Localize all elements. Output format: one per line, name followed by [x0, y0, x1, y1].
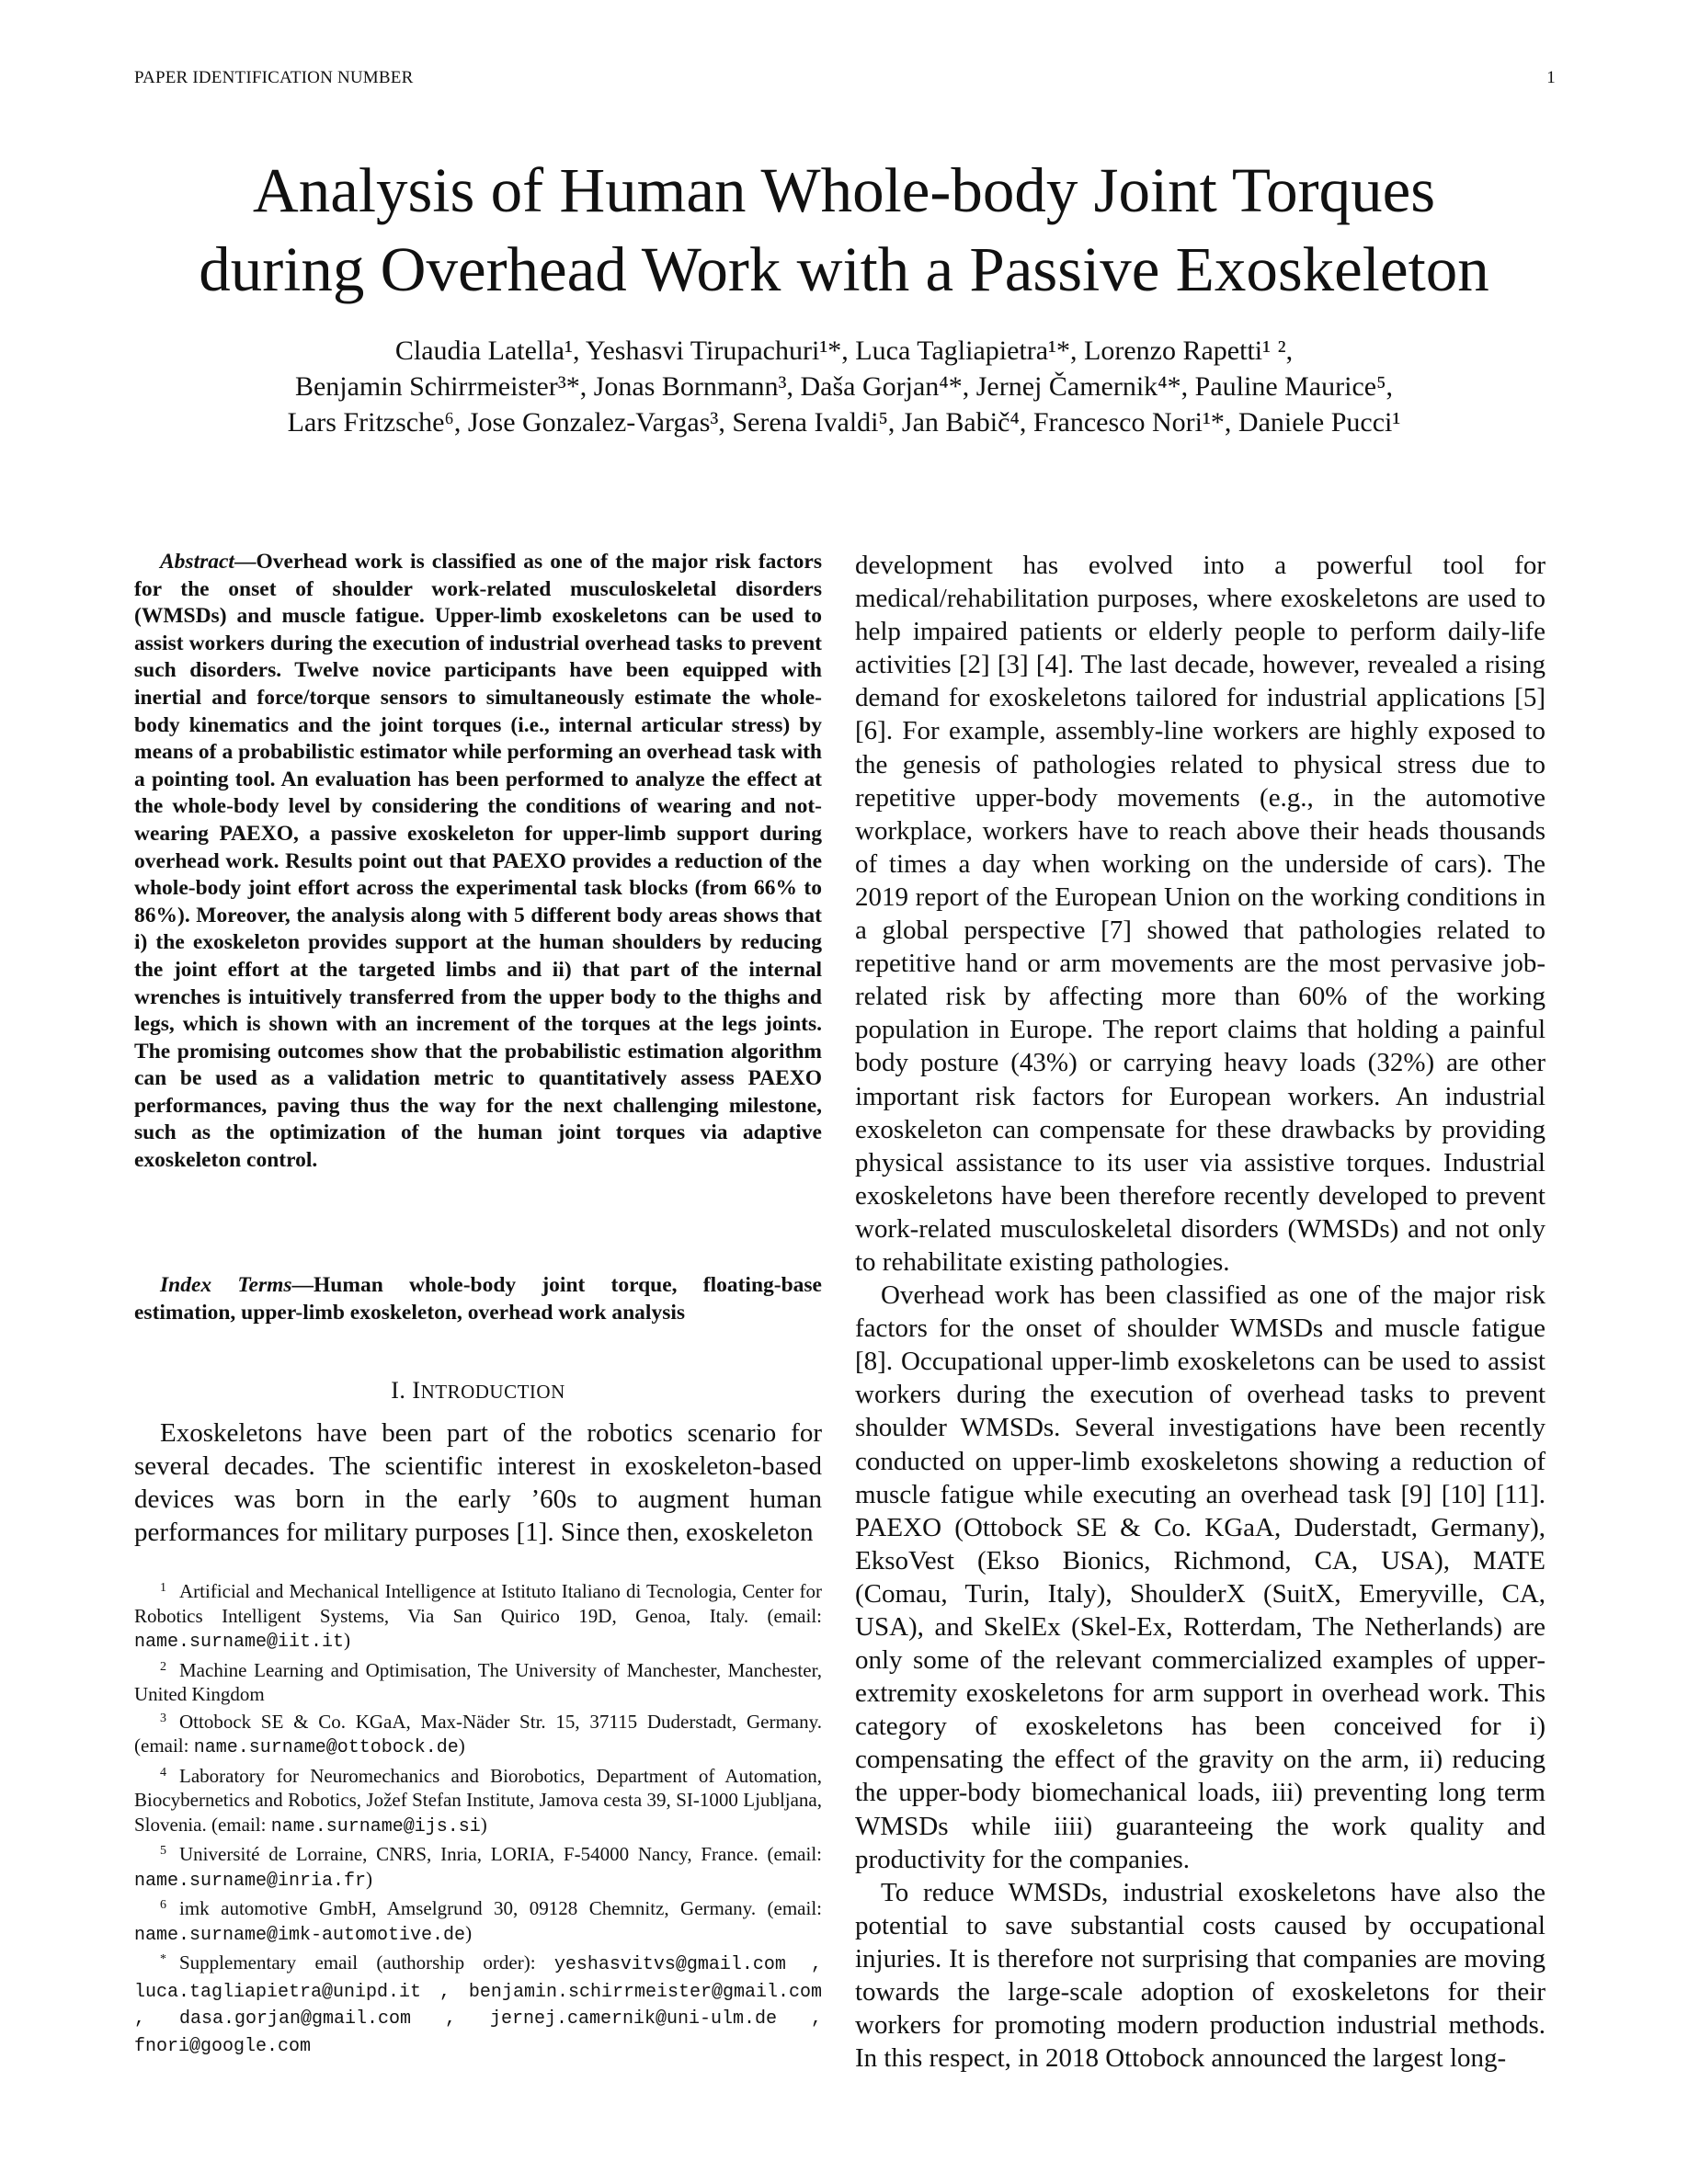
author-line-3: Lars Fritzsche⁶, Jose Gonzalez-Vargas³, Serena Ivaldi⁵, Jan Babič⁴, Francesco Nori¹*, Daniele Pucci¹	[287, 407, 1401, 438]
footnote-text: Université de Lorraine, CNRS, Inria, LORIA, F-54000 Nancy, France. (email:	[179, 1843, 822, 1865]
footnote-email: yeshasvitvs@gmail.com , luca.tagliapietra@unipd.it , benjamin.schirrmeister@gmail.com , dasa.gorjan@gmail.com , jernej.camernik@uni-ulm.de , fnori@google.com	[134, 1954, 822, 2057]
footnote-email: name.surname@iit.it	[134, 1632, 345, 1653]
index-terms-label: Index Terms	[160, 1273, 292, 1297]
footnote-email: name.surname@ottobock.de	[193, 1737, 459, 1758]
footnote-mark: 2	[160, 1659, 166, 1674]
footnote-tail: )	[465, 1921, 473, 1944]
footnote-tail: )	[480, 1813, 487, 1836]
index-terms-text: —Human whole-body joint torque, floating-base estimation, upper-limb exoskeleton, overhead work analysis	[134, 1273, 822, 1325]
footnote-4	[134, 1761, 822, 1840]
author-list	[110, 333, 1578, 440]
affiliation-footnotes	[134, 1576, 822, 2059]
footnote-tail: )	[366, 1867, 373, 1890]
section-title-initial: I	[412, 1377, 421, 1404]
section-heading-introduction	[134, 1377, 822, 1405]
right-column	[855, 549, 1545, 2075]
footnote-2	[134, 1655, 822, 1707]
footnote-tail: )	[458, 1735, 465, 1757]
footnote-tail: )	[344, 1629, 351, 1651]
footnote-email: name.surname@inria.fr	[134, 1870, 367, 1892]
right-paragraph-3: To reduce WMSDs, industrial exoskeletons have also the potential to save substantial costs caused by occupational injuries. It is therefore not surprising that companies are moving towards the large-scale adoption of exoskeletons for their workers for promoting modern production industrial methods. In this respect, in 2018 Ottobock announced the largest long-	[855, 1877, 1545, 2074]
right-paragraph-2: Overhead work has been classified as one of the major risk factors for the onset of shoulder WMSDs and muscle fatigue [8]. Occupational upper-limb exoskeletons can be used to assist workers during the execution of overhead tasks to prevent shoulder WMSDs. Several investigations have been recently conducted on upper-limb exoskeletons showing a reduction of muscle fatigue while executing an overhead task [9] [10] [11]. PAEXO (Ottobock SE & Co. KGaA, Duderstadt, Germany), EksoVest (Ekso Bionics, Richmond, CA, USA), MATE (Comau, Turin, Italy), ShoulderX (SuitX, Emeryville, CA, USA), and SkelEx (Skel-Ex, Rotterdam, The Netherlands) are only some of the relevant commercialized examples of upper-extremity exoskeletons for arm support in overhead work. This category of exoskeletons has been conceived for i) compensating the effect of the gravity on the arm, ii) reducing the upper-body biomechanical loads, iii) preventing long term WMSDs while iiii) guaranteeing the work quality and productivity for the companies.	[855, 1280, 1545, 1874]
footnote-1	[134, 1576, 822, 1655]
footnote-mark: 4	[160, 1765, 166, 1780]
footnote-mark: 3	[160, 1711, 166, 1725]
right-paragraph-1: development has evolved into a powerful tool for medical/rehabilitation purposes, where exoskeletons are used to help impaired patients or elderly people to perform daily-life activities [2] [3] [4]. The last decade, however, revealed a rising demand for exoskeletons tailored for industrial applications [5] [6]. For example, assembly-line workers are highly exposed to the genesis of pathologies related to physical stress due to repetitive upper-body movements (e.g., in the automotive workplace, workers have to reach above their heads thousands of times a day when working on the underside of cars). The 2019 report of the European Union on the working conditions in a global perspective [7] showed that pathologies related to repetitive hand or arm movements are the most pervasive job-related risk by affecting more than 60% of the working population in Europe. The report claims that holding a painful body posture (43%) or carrying heavy loads (32%) are other important risk factors for European workers. An industrial exoskeleton can compensate for these drawbacks by providing physical assistance to its user via assistive torques. Industrial exoskeletons have been therefore recently developed to prevent work-related musculoskeletal disorders (WMSDs) and not only to rehabilitate existing pathologies.	[855, 551, 1545, 1277]
abstract	[134, 549, 822, 1175]
footnote-5	[134, 1839, 822, 1894]
section-number: I.	[391, 1377, 406, 1404]
footnote-mark: 1	[160, 1581, 166, 1595]
footnote-text: imk automotive GmbH, Amselgrund 30, 09128 Chemnitz, Germany. (email:	[179, 1897, 822, 1919]
footnote-text: Machine Learning and Optimisation, The University of Manchester, Manchester, United Kingdom	[134, 1658, 822, 1705]
paper-title-line-2: during Overhead Work with a Passive Exoskeleton	[199, 234, 1489, 304]
footnote-text: Artificial and Mechanical Intelligence at Istituto Italiano di Tecnologia, Center for Robotics Intelligent Systems, Via San Quirico 19D, Genoa, Italy. (email:	[134, 1580, 822, 1627]
footnote-6	[134, 1894, 822, 1948]
footnote-mark: *	[160, 1952, 166, 1966]
author-line-2: Benjamin Schirrmeister³*, Jonas Bornmann³, Daša Gorjan⁴*, Jernej Čamernik⁴*, Pauline Maurice⁵,	[294, 371, 1394, 402]
index-terms	[134, 1272, 822, 1326]
abstract-label: Abstract	[160, 550, 234, 574]
page-number: 1	[1546, 68, 1556, 87]
author-line-1: Claudia Latella¹, Yeshasvi Tirupachuri¹*, Luca Tagliapietra¹*, Lorenzo Rapetti¹ ²,	[394, 336, 1294, 366]
paper-title-line-1: Analysis of Human Whole-body Joint Torques	[252, 155, 1436, 225]
footnote-email: name.surname@imk-automotive.de	[134, 1924, 466, 1946]
footnote-mark: 5	[160, 1844, 166, 1858]
footnote-text: Ottobock SE & Co. KGaA, Max-Näder Str. 15, 37115 Duderstadt, Germany. (email:	[134, 1710, 822, 1757]
abstract-text: —Overhead work is classified as one of the major risk factors for the onset of shoulder work-related musculoskeletal disorders (WMSDs) and muscle fatigue. Upper-limb exoskeletons can be used to assist workers during the execution of industrial overhead tasks to prevent such disorders. Twelve novice participants have been equipped with inertial and force/torque sensors to simultaneously estimate the whole-body kinematics and the joint torques (i.e., internal articular stress) by means of a probabilistic estimator while performing an overhead task with a pointing tool. An evaluation has been performed to analyze the effect at the whole-body level by considering the conditions of wearing and not-wearing PAEXO, a passive exoskeleton for upper-limb support during overhead work. Results point out that PAEXO provides a reduction of the whole-body joint effort across the experimental task blocks (from 66% to 86%). Moreover, the analysis along with 5 different body areas shows that i) the exoskeleton provides support at the human shoulders by reducing the joint effort at the targeted limbs and ii) that part of the internal wrenches is intuitively transferred from the upper body to the thighs and legs, which is shown with an increment of the torques at the legs joints. The promising outcomes show that the probabilistic estimation algorithm can be used as a validation metric to quantitatively assess PAEXO performances, paving thus the way for the next challenging milestone, such as the optimization of the human joint torques via adaptive exoskeleton control.	[134, 550, 822, 1173]
footnote-text: Supplementary email (authorship order):	[179, 1951, 554, 1974]
paper-title	[92, 151, 1596, 309]
footnote-3	[134, 1707, 822, 1761]
running-head-title: PAPER IDENTIFICATION NUMBER	[134, 68, 414, 87]
running-head	[134, 68, 1556, 92]
section-title-rest: NTRODUCTION	[420, 1381, 565, 1403]
footnote-7	[134, 1948, 822, 2059]
introduction-paragraph-left: Exoskeletons have been part of the robotics scenario for several decades. The scientific interest in exoskeleton-based devices was born in the early ’60s to augment human performances for military purposes [1]. Since then, exoskeleton	[134, 1418, 822, 1547]
footnote-mark: 6	[160, 1898, 166, 1912]
footnote-email: name.surname@ijs.si	[270, 1815, 481, 1837]
footnote-text: Laboratory for Neuromechanics and Biorobotics, Department of Automation, Biocybernetics and Robotics, Jožef Stefan Institute, Jamova cesta 39, SI-1000 Ljubljana, Slovenia. (email:	[134, 1764, 822, 1836]
